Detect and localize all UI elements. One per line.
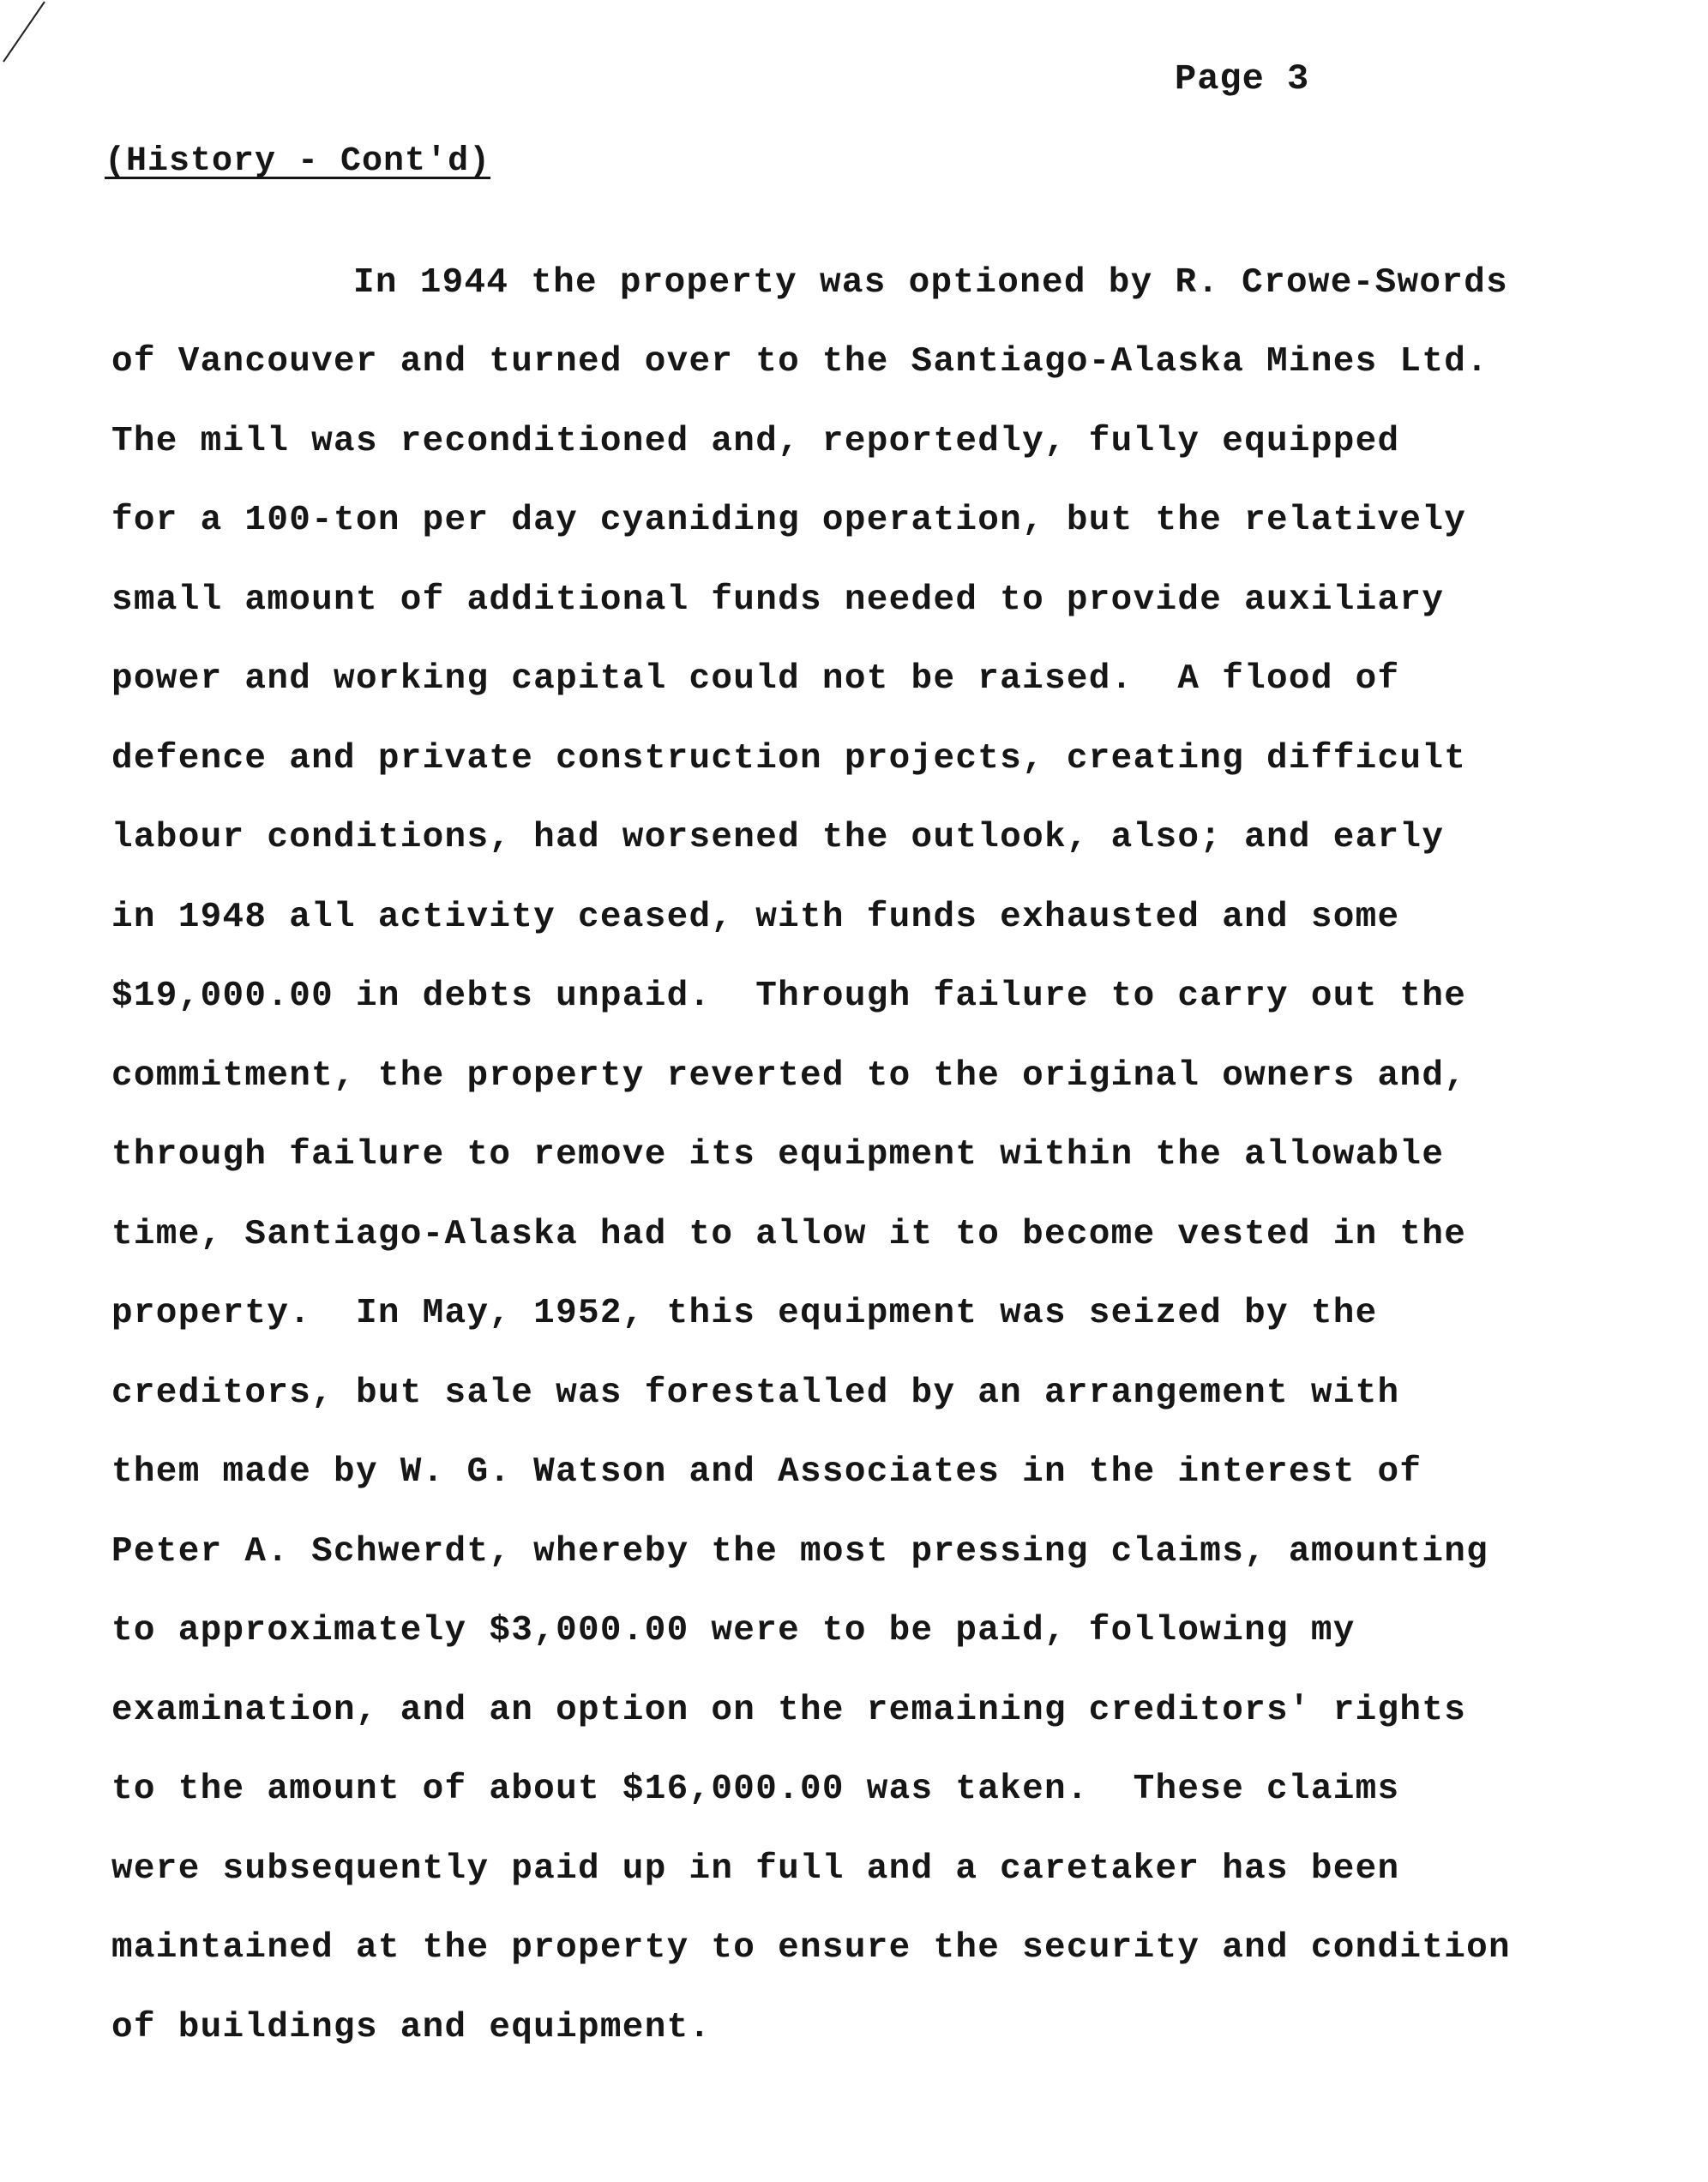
paragraph-line: them made by W. G. Watson and Associates in the interest of [111, 1452, 1422, 1492]
paragraph-line: property. In May, 1952, this equipment was seized by the [111, 1294, 1378, 1333]
paragraph-line: of buildings and equipment. [111, 2008, 712, 2047]
paragraph-line: to approximately $3,000.00 were to be paid, following my [111, 1611, 1356, 1650]
paragraph-line: The mill was reconditioned and, reportedly, fully equipped [111, 422, 1400, 461]
paragraph-line: defence and private construction projects, creating difficult [111, 739, 1467, 778]
paragraph-line: labour conditions, had worsened the outlook, also; and early [111, 818, 1445, 857]
paragraph-line: to the amount of about $16,000.00 was taken. These claims [111, 1770, 1400, 1809]
paragraph-line: in 1948 all activity ceased, with funds exhausted and some [111, 898, 1400, 937]
paragraph-line: power and working capital could not be raised. A flood of [111, 659, 1400, 699]
scan-mark-line [0, 0, 51, 69]
paragraph-line: maintained at the property to ensure the security and condition [111, 1928, 1511, 1968]
paragraph-line: In 1944 the property was optioned by R. Crowe-Swords [353, 263, 1509, 303]
paragraph-line: small amount of additional funds needed to provide auxiliary [111, 580, 1445, 620]
paragraph-line: for a 100-ton per day cyaniding operation, but the relatively [111, 501, 1467, 540]
paragraph-line: through failure to remove its equipment within the allowable [111, 1135, 1445, 1175]
paragraph-line: creditors, but sale was forestalled by an arrangement with [111, 1374, 1400, 1413]
paragraph-line: Peter A. Schwerdt, whereby the most pressing claims, amounting [111, 1532, 1489, 1572]
page-number: Page 3 [1175, 58, 1310, 99]
paragraph-line: were subsequently paid up in full and a caretaker has been [111, 1849, 1400, 1889]
paragraph-line: time, Santiago-Alaska had to allow it to become vested in the [111, 1215, 1467, 1254]
section-heading: (History - Cont'd) [105, 142, 491, 181]
paragraph-line: $19,000.00 in debts unpaid. Through failure to carry out the [111, 977, 1467, 1016]
paragraph-line: commitment, the property reverted to the original owners and, [111, 1056, 1467, 1096]
paragraph-line: of Vancouver and turned over to the Santiago-Alaska Mines Ltd. [111, 342, 1489, 382]
paragraph-line: examination, and an option on the remaining creditors' rights [111, 1691, 1467, 1730]
